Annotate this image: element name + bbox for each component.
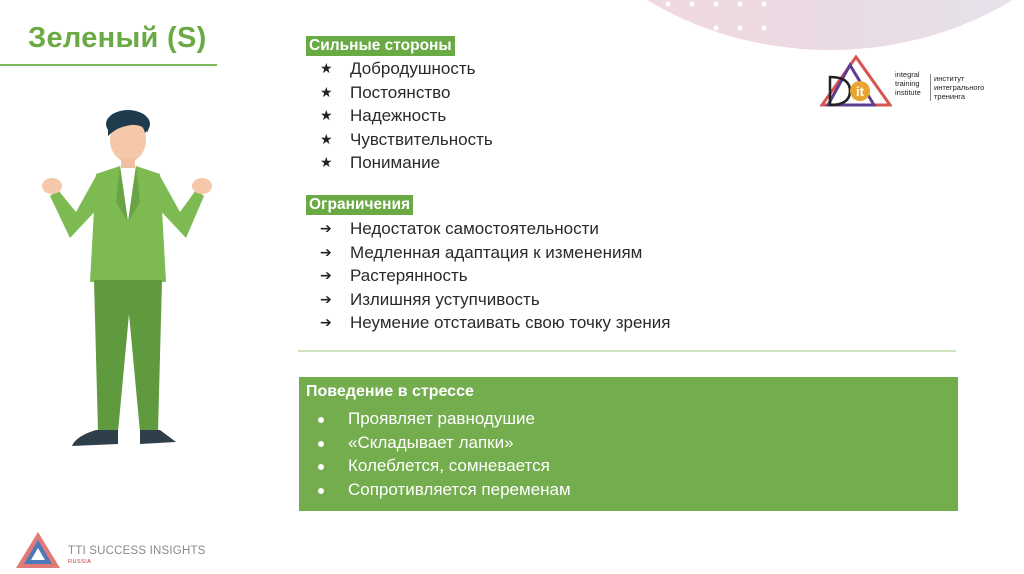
list-item: ★ Понимание <box>306 151 493 175</box>
iti-logo-mark <box>820 55 892 107</box>
decorative-arc <box>520 0 1024 50</box>
dot-icon <box>318 488 324 494</box>
list-item: ➔ Излишняя уступчивость <box>306 288 671 312</box>
arrow-right-icon: ➔ <box>320 243 332 260</box>
stress-heading: Поведение в стрессе <box>306 383 474 400</box>
list-item: Проявляет равнодушие <box>299 407 571 431</box>
iti-logo <box>820 55 1000 107</box>
list-item: ★ Постоянство <box>306 81 493 105</box>
strengths-heading: Сильные стороны <box>306 36 455 56</box>
star-icon: ★ <box>320 154 333 170</box>
list-item: ★ Надежность <box>306 104 493 128</box>
iti-name-ru: институт интегрального тренинга <box>930 74 984 101</box>
list-item: ➔ Растерянность <box>306 264 671 288</box>
iti-name-en: integral training institute <box>895 70 921 97</box>
list-item: ★ Чувствительность <box>306 128 493 152</box>
list-item: ★ Добродушность <box>306 57 493 81</box>
dot-icon <box>318 417 324 423</box>
dot-icon <box>318 441 324 447</box>
stress-list <box>299 407 571 501</box>
dot-icon <box>318 464 324 470</box>
tti-name: TTI SUCCESS INSIGHTS <box>68 545 206 557</box>
limitations-heading: Ограничения <box>306 195 413 215</box>
star-icon: ★ <box>320 107 333 123</box>
tti-country: RUSSIA <box>68 559 92 565</box>
arrow-right-icon: ➔ <box>320 290 332 307</box>
tti-logo <box>14 530 234 570</box>
section-divider <box>298 350 956 352</box>
tti-logo-mark <box>14 530 62 570</box>
list-item: Колеблется, сомневается <box>299 454 571 478</box>
arrow-right-icon: ➔ <box>320 267 332 283</box>
decorative-dots <box>640 0 770 60</box>
strengths-list <box>306 57 493 175</box>
list-item: ➔ Недостаток самостоятельности <box>306 217 671 241</box>
list-item: «Складывает лапки» <box>299 431 571 455</box>
arrow-right-icon: ➔ <box>320 314 332 330</box>
arrow-right-icon: ➔ <box>320 220 332 236</box>
slide-title: Зеленый (S) <box>28 22 207 54</box>
iti-mark-text: it <box>856 84 864 99</box>
stress-box <box>299 377 958 511</box>
person-illustration <box>36 102 216 462</box>
list-item: ➔ Неумение отстаивать свою точку зрения <box>306 311 671 335</box>
list-item: ➔ Медленная адаптация к изменениям <box>306 241 671 265</box>
star-icon: ★ <box>320 60 333 76</box>
title-underline <box>0 64 217 66</box>
list-item: Сопротивляется переменам <box>299 478 571 502</box>
limitations-list <box>306 217 671 335</box>
star-icon: ★ <box>320 83 333 100</box>
star-icon: ★ <box>320 130 333 147</box>
